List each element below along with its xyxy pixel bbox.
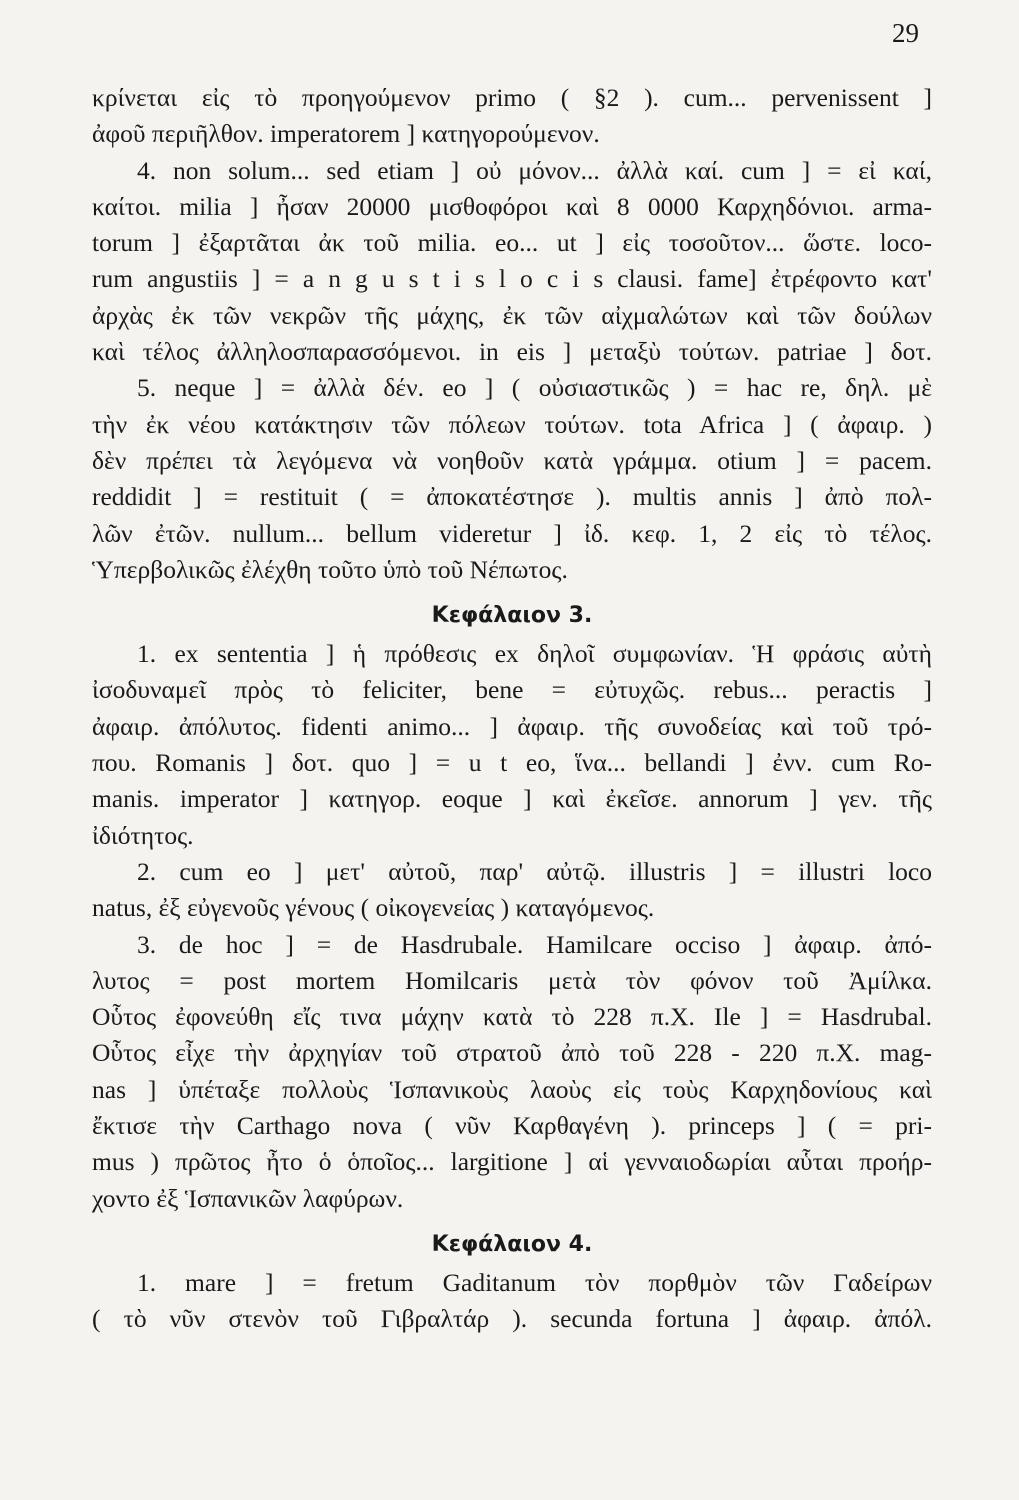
- text-line: mus ) πρῶτος ἦτο ὁ ὁποῖος... largitione ] αἱ γενναιοδωρίαι αὗται προήρ-: [92, 1147, 932, 1177]
- text-line: rum angustiis ] = a n g u s t i s l o c i s clausi. fame] ἐτρέφοντο κατ': [92, 264, 932, 294]
- text-line: 3. de hoc ] = de Hasdrubale. Hamilcare occiso ] ἀφαιρ. ἀπό-: [137, 929, 932, 959]
- text-line: ἰδιότητος.: [92, 820, 194, 850]
- text-line: τὴν ἐκ νέου κατάκτησιν τῶν πόλεων τούτων. tota Africa ] ( ἀφαιρ. ): [92, 409, 932, 439]
- text-line: χοντο ἐξ Ἱσπανικῶν λαφύρων.: [92, 1183, 404, 1213]
- text-line: καὶ τέλος ἀλληλοσπαρασσόμενοι. in eis ] μεταξὺ τούτων. patriae ] δοτ.: [92, 337, 932, 367]
- text-line: 1. mare ] = fretum Gaditanum τὸν πορθμὸν τῶν Γαδείρων: [137, 1267, 932, 1297]
- text-line: δὲν πρέπει τὰ λεγόμενα νὰ νοηθοῦν κατὰ γράμμα. otium ] = pacem.: [92, 445, 932, 475]
- text-line: ( τὸ νῦν στενὸν τοῦ Γιβραλτάρ ). secunda fortuna ] ἀφαιρ. ἀπόλ.: [92, 1304, 932, 1334]
- text-line: manis. imperator ] κατηγορ. eoque ] καὶ ἐκεῖσε. annorum ] γεν. τῆς: [92, 784, 932, 814]
- page-body: [92, 80, 932, 1338]
- text-line: 5. neque ] = ἀλλὰ δέν. eo ] ( οὐσιαστικῶς ) = hac re, δηλ. μὲ: [137, 373, 932, 403]
- chapter-heading: Κεφάλαιον 4.: [431, 1231, 593, 1257]
- text-line: ἀφοῦ περιῆλθον. imperatorem ] κατηγορούμενον.: [92, 119, 600, 149]
- text-line: Οὗτος εἶχε τὴν ἀρχηγίαν τοῦ στρατοῦ ἀπὸ τοῦ 228 - 220 π.Χ. mag-: [92, 1038, 932, 1068]
- text-line: torum ] ἐξαρτᾶται ἀκ τοῦ milia. eo... ut ] εἰς τοσοῦτον... ὥστε. loco-: [92, 228, 932, 258]
- text-line: natus, ἐξ εὐγενοῦς γένους ( οἰκογενείας ) καταγόμενος.: [92, 893, 655, 923]
- text-line: λῶν ἐτῶν. nullum... bellum videretur ] ἰδ. κεφ. 1, 2 εἰς τὸ τέλος.: [92, 518, 932, 548]
- text-line: που. Romanis ] δοτ. quo ] = u t eo, ἵνα... bellandi ] ἐνν. cum Ro-: [92, 748, 932, 778]
- text-line: reddidit ] = restituit ( = ἀποκατέστησε ). multis annis ] ἀπὸ πολ-: [92, 482, 932, 512]
- text-line: καίτοι. milia ] ἦσαν 20000 μισθοφόροι καὶ 8 0000 Καρχηδόνιοι. arma-: [92, 191, 932, 221]
- text-line: ἀρχὰς ἐκ τῶν νεκρῶν τῆς μάχης, ἐκ τῶν αἰχμαλώτων καὶ τῶν δούλων: [92, 300, 932, 330]
- text-line: ἰσοδυναμεῖ πρὸς τὸ feliciter, bene = εὐτυχῶς. rebus... peractis ]: [92, 675, 932, 705]
- chapter-heading: Κεφάλαιον 3.: [431, 603, 593, 629]
- text-line: κρίνεται εἰς τὸ προηγούμενον primo ( §2 ). cum... pervenissent ]: [92, 83, 932, 112]
- page-number: 29: [892, 18, 919, 48]
- text-line: 1. ex sententia ] ἡ πρόθεσις ex δηλοῖ συμφωνίαν. Ἡ φράσις αὐτὴ: [137, 639, 932, 669]
- text-line: ἔκτισε τὴν Carthago nova ( νῦν Καρθαγένη ). princeps ] ( = pri-: [92, 1111, 932, 1141]
- text-line: Οὗτος ἐφονεύθη εἴς τινα μάχην κατὰ τὸ 228 π.Χ. Ile ] = Hasdrubal.: [92, 1002, 932, 1032]
- text-line: Ὑπερβολικῶς ἐλέχθη τοῦτο ὑπὸ τοῦ Νέπωτος.: [92, 554, 568, 584]
- text-line: ἀφαιρ. ἀπόλυτος. fidenti animo... ] ἀφαιρ. τῆς συνοδείας καὶ τοῦ τρό-: [92, 711, 932, 741]
- text-line: λυτος = post mortem Homilcaris μετὰ τὸν φόνον τοῦ Ἀμίλκα.: [92, 965, 932, 995]
- text-line: 4. non solum... sed etiam ] οὐ μόνον... ἀλλὰ καί. cum ] = εἰ καί,: [137, 155, 932, 185]
- text-line: nas ] ὑπέταξε πολλοὺς Ἱσπανικοὺς λαοὺς εἰς τοὺς Καρχηδονίους καὶ: [92, 1074, 932, 1104]
- text-line: 2. cum eo ] μετ' αὐτοῦ, παρ' αὐτῷ. illustris ] = illustri loco: [137, 856, 932, 886]
